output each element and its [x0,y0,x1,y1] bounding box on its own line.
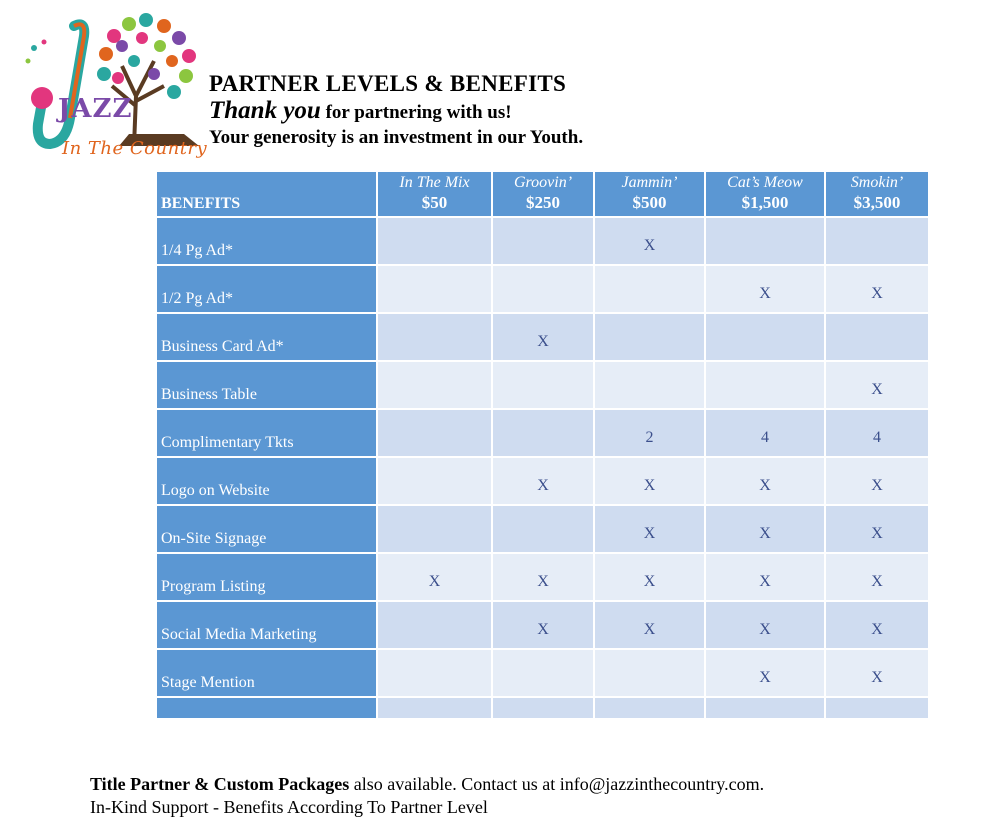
benefit-name-cell [157,602,378,650]
benefit-name: On-Site Signage [161,530,267,547]
benefit-name-cell [157,266,378,314]
benefit-value-cell [378,314,493,362]
benefit-value: X [759,573,771,590]
benefit-value-cell [493,554,595,602]
level-price: $50 [421,193,448,212]
benefit-value-cell [595,506,706,554]
benefit-value: X [643,525,656,542]
benefit-value-cell [493,602,595,650]
benefit-name-cell [157,314,378,362]
level-price: $1,500 [741,193,789,212]
benefit-value: X [643,237,656,254]
benefit-value: 4 [873,429,881,446]
footer-note [90,773,764,819]
benefit-value-cell [826,218,928,266]
benefit-value-cell [826,314,928,362]
table-row [157,410,928,458]
benefit-value-cell [493,650,595,698]
benefit-name-cell [157,218,378,266]
benefit-value-cell [493,362,595,410]
benefit-value-cell [706,506,826,554]
level-name: Jammin’ [621,174,678,191]
table-cell [493,698,595,720]
level-name: In The Mix [399,174,470,191]
benefit-value-cell [706,554,826,602]
benefit-value-cell [706,314,826,362]
benefit-value-cell [595,602,706,650]
header-level [493,172,595,218]
benefit-value-cell [378,602,493,650]
benefit-value: X [871,573,883,590]
benefit-value: X [759,477,771,494]
benefit-value-cell [826,602,928,650]
benefit-value-cell [493,458,595,506]
logo-country-text: In The Country [62,138,208,159]
footer-contact-text: also available. Contact us at info@jazzinthecountry.com. [349,774,765,794]
benefit-value: X [871,525,883,542]
benefit-value: X [759,525,771,542]
benefit-value-cell [595,218,706,266]
benefit-value-cell [378,554,493,602]
benefit-value-cell [493,314,595,362]
level-name: Cat’s Meow [727,174,803,191]
benefit-value: X [759,621,771,638]
benefit-value: X [871,381,883,398]
benefit-name: Logo on Website [161,482,270,499]
benefit-name-cell [157,458,378,506]
benefit-value-cell [826,650,928,698]
benefit-value: X [428,573,441,590]
benefit-name-cell [157,554,378,602]
benefit-name: 1/4 Pg Ad* [161,242,234,259]
benefit-name: Stage Mention [161,674,255,691]
benefit-value-cell [595,266,706,314]
benefits-table [157,172,928,720]
table-row [157,314,928,362]
benefit-value-cell [826,554,928,602]
benefit-value-cell [595,314,706,362]
benefit-value: X [537,573,549,590]
benefit-value: X [871,621,883,638]
header-benefits [157,172,378,218]
benefit-value: X [643,621,656,638]
benefit-name: Social Media Marketing [161,626,317,643]
level-name: Smokin’ [850,174,904,191]
benefit-value-cell [493,410,595,458]
benefit-value-cell [826,410,928,458]
benefit-value-cell [706,602,826,650]
benefit-value-cell [826,458,928,506]
benefit-value: X [871,477,883,494]
benefit-value-cell [378,362,493,410]
level-price: $250 [526,193,560,212]
benefit-value-cell [378,650,493,698]
table-body [157,218,928,698]
benefit-value: X [759,669,771,686]
level-price: $500 [632,193,667,212]
benefit-value: 4 [761,429,769,446]
table-row [157,362,928,410]
header-benefits-label: BENEFITS [161,195,241,212]
benefit-value-cell [706,218,826,266]
benefit-value-cell [706,410,826,458]
benefit-value-cell [706,266,826,314]
benefit-value-cell [378,218,493,266]
benefit-value-cell [595,458,706,506]
investment-line: Your generosity is an investment in our Youth. [209,127,584,148]
footer-line-2: In-Kind Support - Benefits According To Partner Level [90,797,488,817]
benefit-value: X [759,285,771,302]
benefit-value-cell [378,410,493,458]
footer-line-1 [90,773,764,796]
table-row [157,266,928,314]
footer-bold-text: Title Partner & Custom Packages [90,774,350,794]
table-cell [157,698,378,720]
benefit-value-cell [706,458,826,506]
table-cell [706,698,826,720]
benefit-name: Program Listing [161,578,266,595]
benefit-name-cell [157,410,378,458]
table-row [157,218,928,266]
benefit-name-cell [157,650,378,698]
logo-jazz-text: JAZZ [58,94,133,124]
benefit-value-cell [595,362,706,410]
benefit-value-cell [493,218,595,266]
table-row [157,554,928,602]
benefit-value: X [537,477,549,494]
header-level [595,172,706,218]
benefit-value: X [871,285,883,302]
level-price: $3,500 [853,193,901,212]
benefit-value: X [643,573,656,590]
benefit-name: Complimentary Tkts [161,434,294,451]
header-level [378,172,493,218]
table-row [157,602,928,650]
benefit-value: 2 [645,429,654,446]
page-heading [209,70,583,150]
benefit-value-cell [378,506,493,554]
benefit-value-cell [826,362,928,410]
benefit-name: Business Card Ad* [161,338,284,355]
benefit-value-cell [378,458,493,506]
table-row [157,458,928,506]
jazz-in-the-country-logo [14,6,208,170]
benefit-value: X [871,669,883,686]
benefit-name-cell [157,506,378,554]
benefit-value-cell [706,650,826,698]
benefit-value-cell [595,554,706,602]
benefit-value-cell [826,266,928,314]
level-name: Groovin’ [513,174,573,191]
table-row [157,650,928,698]
table-cell [595,698,706,720]
benefit-value-cell [595,650,706,698]
header-level [706,172,826,218]
benefit-name: 1/2 Pg Ad* [161,290,234,307]
thank-you-rest: for partnering with us! [320,102,512,123]
header-level [826,172,928,218]
table-footer-row [157,698,928,720]
benefit-name: Business Table [161,386,257,403]
benefit-name-cell [157,362,378,410]
page-title: PARTNER LEVELS & BENEFITS [209,71,567,96]
benefit-value-cell [378,266,493,314]
thank-you-emphasis: Thank you [209,97,321,124]
benefit-value-cell [493,506,595,554]
table-cell [826,698,928,720]
benefit-value: X [537,333,549,350]
thank-you-line [209,98,583,126]
benefit-value-cell [493,266,595,314]
benefit-value-cell [595,410,706,458]
benefit-value-cell [706,362,826,410]
benefit-value: X [537,621,549,638]
benefit-value-cell [826,506,928,554]
benefit-value: X [643,477,656,494]
table-row [157,506,928,554]
table-header-row [157,172,928,218]
table-cell [378,698,493,720]
